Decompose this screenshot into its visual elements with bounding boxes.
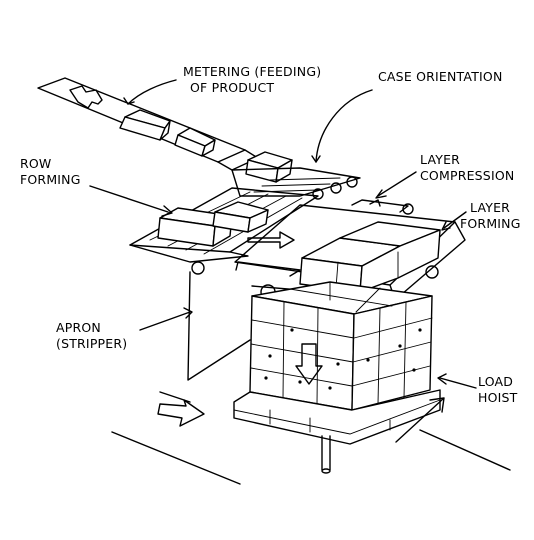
label-metering-line2: OF PRODUCT [190, 80, 275, 95]
label-layer-compression-line1: LAYER [420, 152, 461, 167]
pallet-load [250, 282, 432, 410]
apron-leader [140, 312, 190, 330]
label-row-forming-line2: FORMING [20, 172, 81, 187]
row-push-arrow [248, 232, 294, 248]
case-orientation-station [232, 152, 360, 199]
infeed-flow-arrow [70, 86, 102, 108]
label-row-forming-line1: ROW [20, 156, 52, 171]
row-forming-leader [90, 186, 168, 212]
label-apron-line2: (STRIPPER) [56, 336, 128, 351]
layer-cases [300, 222, 440, 292]
exit-flow-arrow [158, 400, 204, 426]
metering-leader [128, 80, 176, 104]
label-layer-forming-line1: LAYER [470, 200, 511, 215]
label-load-hoist-line1: LOAD [478, 374, 514, 389]
label-metering-line1: METERING (FEEDING) [183, 64, 322, 79]
infeed-cases [120, 110, 215, 156]
layer-compression-leader [378, 172, 416, 196]
label-case-orientation: CASE ORIENTATION [378, 69, 503, 84]
case-orientation-leader [316, 90, 372, 162]
label-apron-line1: APRON [56, 320, 101, 335]
label-layer-forming-line2: FORMING [460, 216, 521, 231]
row-forming-conveyor [130, 188, 318, 274]
label-layer-compression-line2: COMPRESSION [420, 168, 515, 183]
label-load-hoist-line2: HOIST [478, 390, 518, 405]
